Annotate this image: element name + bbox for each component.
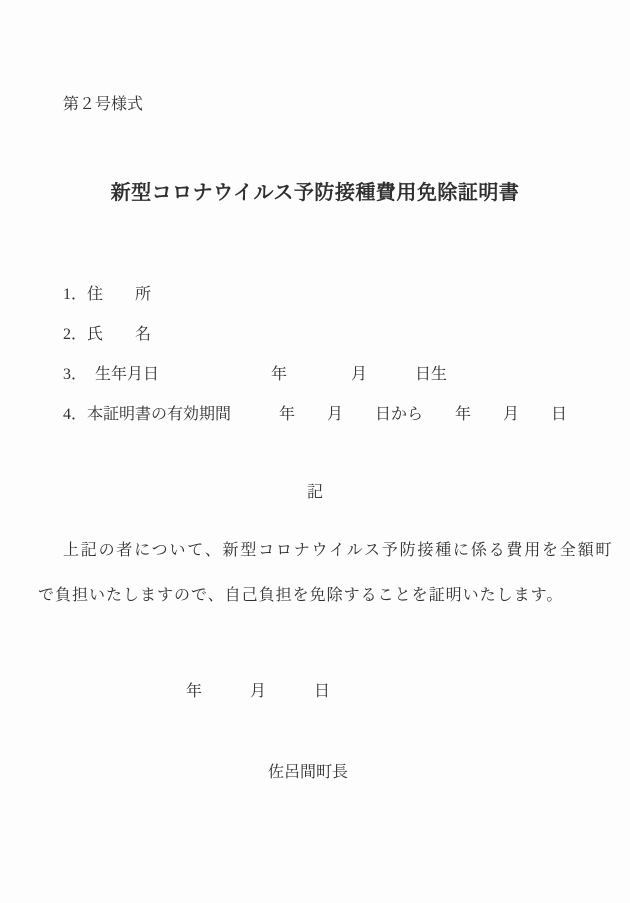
document-title: 新型コロナウイルス予防接種費用免除証明書 [110,182,520,204]
body-text-line-2: で負担いたしますので、自己負担を免除することを証明いたします。 [38,587,564,604]
field-name: 2．氏 名 [63,326,152,343]
field-birthdate: 3． 生年月日 年 月 日生 [63,366,448,383]
field-address: 1．住 所 [63,286,152,303]
form-number-label: 第２号様式 [63,96,144,113]
signature-mayor: 佐呂間町長 [268,764,349,781]
issue-date-line: 年 月 日 [186,683,331,700]
body-text-line-1: 上記の者について、新型コロナウイルス予防接種に係る費用を全額町 [63,542,614,559]
note-marker: 記 [306,484,323,501]
field-validity-period: 4．本証明書の有効期間 年 月 日から 年 月 日 [63,406,568,423]
